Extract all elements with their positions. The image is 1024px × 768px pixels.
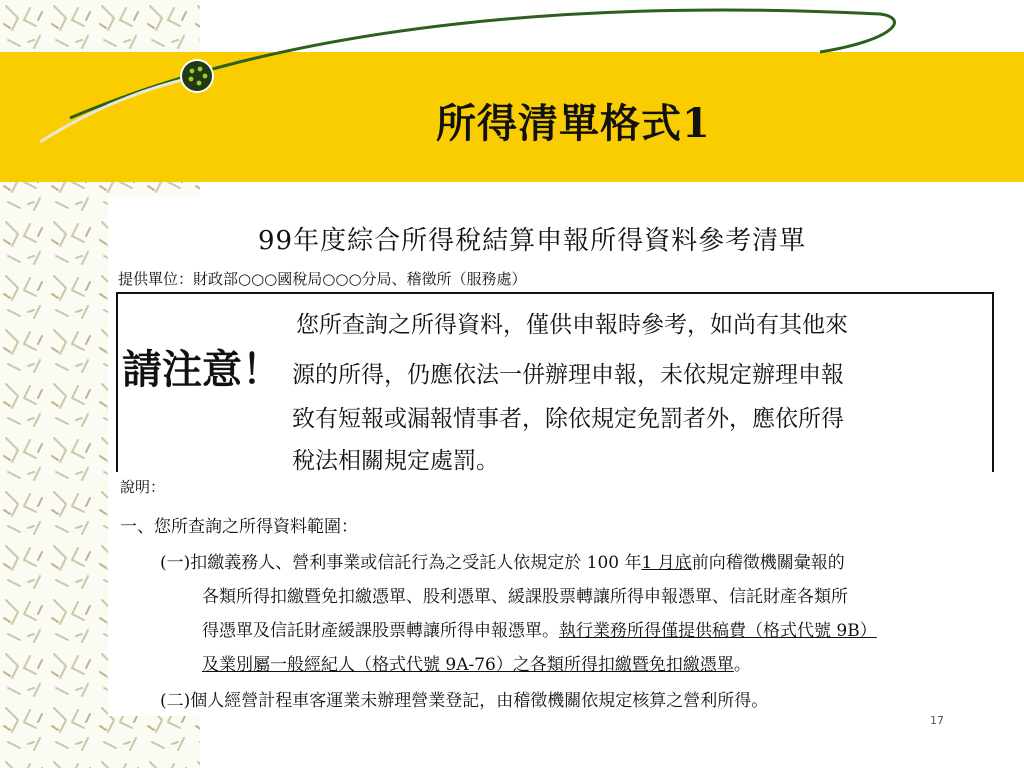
- notice-line: 稅法相關規定處罰。: [292, 448, 499, 474]
- page-number: 17: [930, 714, 944, 727]
- item-2: (二)個人經營計程車客運業未辦理營業登記，由稽徵機關依規定核算之營利所得。: [160, 691, 769, 711]
- item-1-highlight: 執行業務所得僅提供稿費（格式代號 9B）: [559, 621, 877, 641]
- notice-heading: 請注意！: [122, 346, 282, 393]
- section-heading: 一、您所查詢之所得資料範圍：: [120, 517, 358, 537]
- provider-line: 提供單位：財政部○○○國稅局○○○分局、稽徵所（服務處）: [118, 270, 527, 288]
- item-1-text: 。: [733, 655, 751, 675]
- item-1-line-3: [202, 616, 877, 641]
- document-scan: [108, 196, 1002, 716]
- item-1-line-2: 各類所得扣繳暨免扣繳憑單、股利憑單、緩課股票轉讓所得申報憑單、信託財產各類所: [202, 587, 848, 607]
- item-1-deadline: 1 月底: [641, 553, 692, 573]
- notice-line: 您所查詢之所得資料，僅供申報時參考，如尚有其他來: [296, 312, 848, 338]
- slide-title: 所得清單格式1: [436, 100, 711, 147]
- item-1-text: 前向稽徵機關彙報的: [691, 553, 845, 573]
- item-1-line-1: [160, 548, 845, 573]
- item-1-text: (一)扣繳義務人、營利事業或信託行為之受託人依規定於 100 年: [160, 553, 642, 573]
- item-1-line-4: [202, 650, 751, 675]
- notice-line: 源的所得，仍應依法一併辦理申報，未依規定辦理申報: [292, 362, 844, 388]
- item-1-highlight: 及業別屬一般經紀人（格式代號 9A-76）之各類所得扣繳暨免扣繳憑單: [202, 655, 734, 675]
- notice-line: 致有短報或漏報情事者，除依規定免罰者外，應依所得: [292, 406, 844, 432]
- item-1-text: 得憑單及信託財產緩課股票轉讓所得申報憑單。: [202, 621, 559, 641]
- explain-label: 說明：: [120, 478, 166, 496]
- document-title: 99年度綜合所得稅結算申報所得資料參考清單: [258, 226, 807, 256]
